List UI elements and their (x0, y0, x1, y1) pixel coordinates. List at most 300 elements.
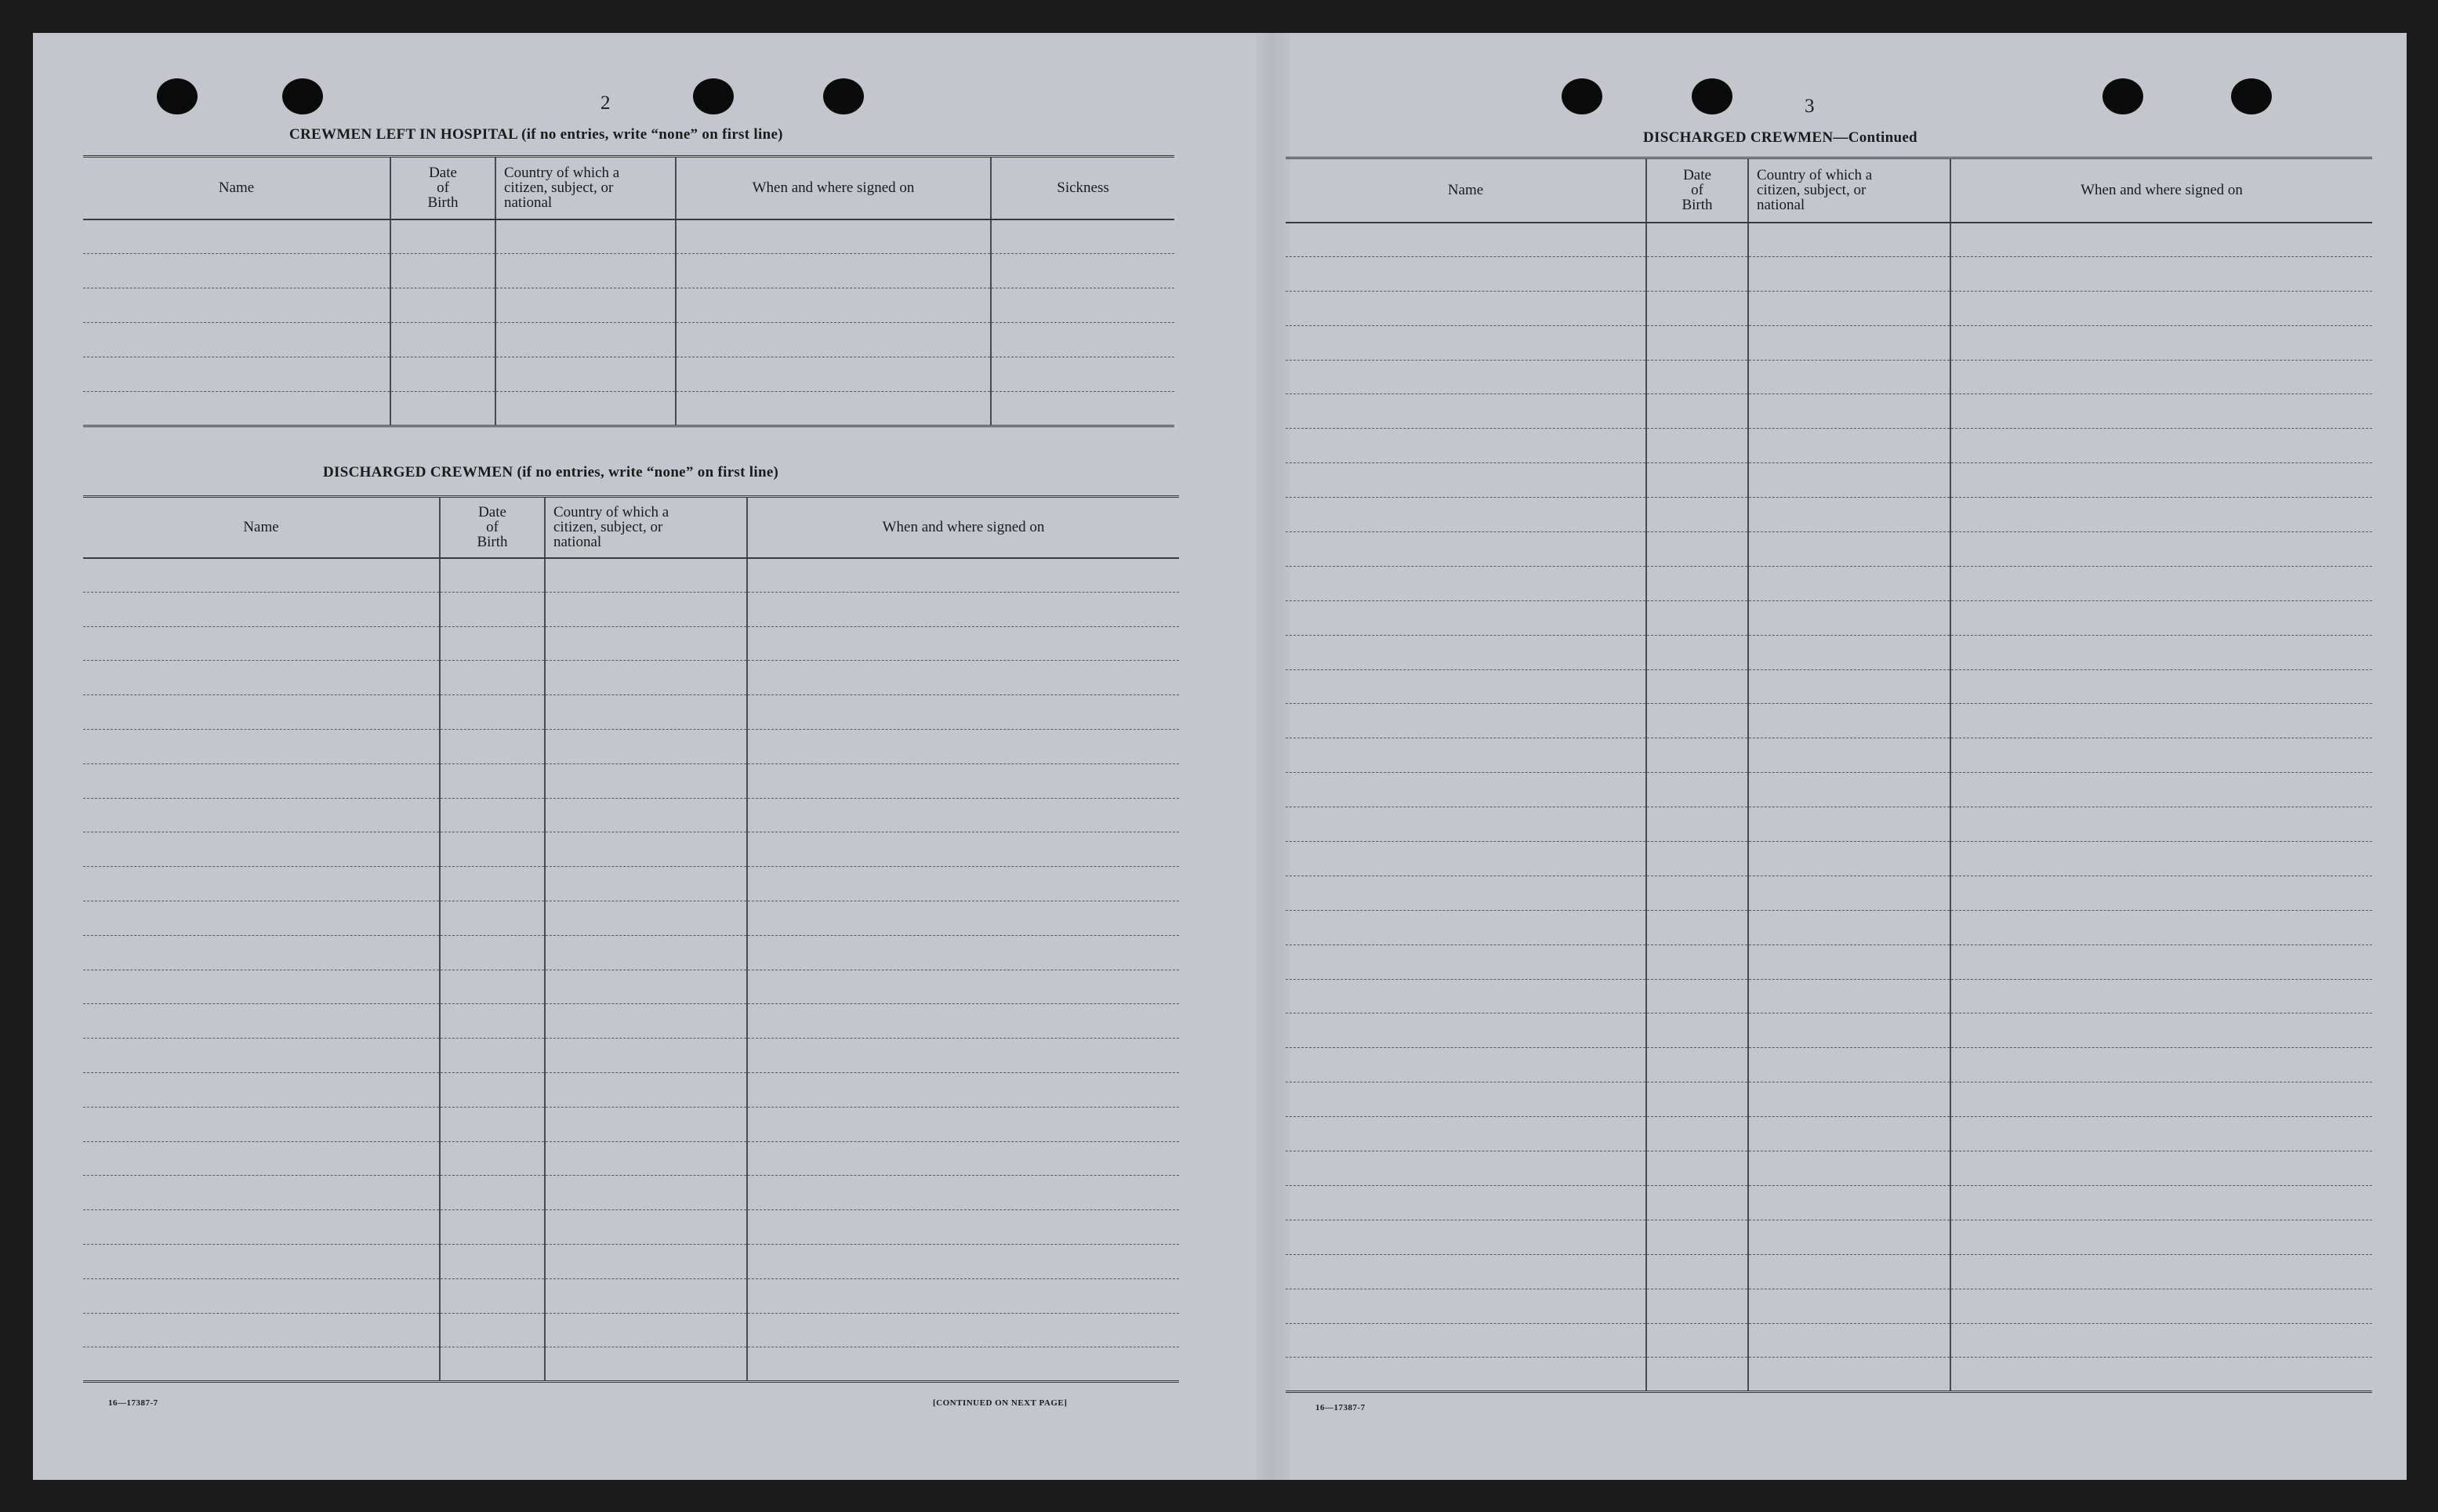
table-cell[interactable] (83, 1313, 440, 1347)
page-number-right: 3 (1805, 96, 1815, 117)
table-cell[interactable] (440, 901, 545, 935)
table-row (1286, 1254, 2372, 1289)
table-cell[interactable] (83, 1244, 440, 1278)
table-cell[interactable] (747, 1210, 1179, 1245)
table-cell[interactable] (747, 1176, 1179, 1210)
table-cell[interactable] (1646, 360, 1748, 394)
table-cell[interactable] (747, 1004, 1179, 1039)
table-cell[interactable] (1950, 256, 2372, 291)
table-cell[interactable] (83, 219, 390, 254)
table-cell[interactable] (747, 1244, 1179, 1278)
table-cell[interactable] (747, 935, 1179, 970)
table-cell[interactable] (991, 288, 1174, 323)
table-cell[interactable] (991, 357, 1174, 392)
table-cell[interactable] (1646, 842, 1748, 876)
table-cell[interactable] (1286, 876, 1646, 910)
table-cell[interactable] (1950, 773, 2372, 807)
table-cell[interactable] (1950, 325, 2372, 360)
table-cell[interactable] (1286, 498, 1646, 532)
table-row (1286, 979, 2372, 1013)
table-cell[interactable] (440, 970, 545, 1004)
table-cell[interactable] (545, 935, 747, 970)
table-cell[interactable] (545, 970, 747, 1004)
table-row (1286, 463, 2372, 498)
table-cell[interactable] (1950, 1151, 2372, 1186)
table-cell[interactable] (440, 1278, 545, 1313)
table-cell[interactable] (495, 323, 676, 357)
table-cell[interactable] (440, 695, 545, 730)
table-cell[interactable] (1646, 463, 1748, 498)
table-cell[interactable] (747, 592, 1179, 626)
table-cell[interactable] (1950, 532, 2372, 567)
table-cell[interactable] (495, 288, 676, 323)
table-cell[interactable] (676, 288, 991, 323)
table-cell[interactable] (1748, 1082, 1950, 1117)
table-cell[interactable] (83, 1072, 440, 1107)
table-row (1286, 807, 2372, 842)
table-cell[interactable] (83, 592, 440, 626)
table-cell[interactable] (545, 1039, 747, 1073)
table-cell[interactable] (1646, 325, 1748, 360)
table-cell[interactable] (390, 357, 495, 392)
col-header-signed-on: When and where signed on (1950, 158, 2372, 223)
table-cell[interactable] (747, 695, 1179, 730)
table-cell[interactable] (440, 1313, 545, 1347)
table-cell[interactable] (440, 1244, 545, 1278)
table-cell[interactable] (1748, 360, 1950, 394)
table-cell[interactable] (1286, 394, 1646, 429)
table-cell[interactable] (747, 763, 1179, 798)
table-cell[interactable] (83, 1141, 440, 1176)
table-cell[interactable] (1286, 463, 1646, 498)
table-cell[interactable] (1950, 498, 2372, 532)
table-cell[interactable] (1646, 979, 1748, 1013)
table-cell[interactable] (1286, 291, 1646, 325)
table-cell[interactable] (1748, 1013, 1950, 1048)
table-cell[interactable] (1646, 429, 1748, 463)
table-cell[interactable] (1646, 291, 1748, 325)
table-row (1286, 429, 2372, 463)
table-cell[interactable] (1646, 394, 1748, 429)
table-cell[interactable] (440, 661, 545, 695)
table-cell[interactable] (83, 763, 440, 798)
table-cell[interactable] (1748, 704, 1950, 738)
table-cell[interactable] (390, 288, 495, 323)
table-cell[interactable] (1748, 1254, 1950, 1289)
table-cell[interactable] (747, 729, 1179, 763)
table-cell[interactable] (747, 832, 1179, 867)
table-cell[interactable] (440, 763, 545, 798)
table-cell[interactable] (83, 1107, 440, 1141)
table-cell[interactable] (83, 626, 440, 661)
table-cell[interactable] (1950, 1358, 2372, 1392)
table-cell[interactable] (1748, 876, 1950, 910)
table-cell[interactable] (747, 901, 1179, 935)
table-cell[interactable] (1646, 600, 1748, 635)
table-cell[interactable] (1748, 325, 1950, 360)
table-cell[interactable] (1646, 498, 1748, 532)
table-cell[interactable] (1748, 1220, 1950, 1254)
col-header-date-of-birth-label: Date of Birth (477, 504, 508, 551)
table-cell[interactable] (440, 1176, 545, 1210)
table-cell[interactable] (1748, 291, 1950, 325)
punch-hole (2102, 78, 2143, 114)
table-cell[interactable] (1950, 979, 2372, 1013)
table-cell[interactable] (676, 254, 991, 288)
table-cell[interactable] (440, 592, 545, 626)
table-row (1286, 223, 2372, 257)
table-cell[interactable] (991, 392, 1174, 426)
table-row (83, 729, 1179, 763)
table-row (1286, 600, 2372, 635)
table-cell[interactable] (495, 254, 676, 288)
table-cell[interactable] (747, 1313, 1179, 1347)
table-cell[interactable] (1748, 429, 1950, 463)
table-cell[interactable] (1748, 635, 1950, 669)
table-row (83, 1347, 1179, 1382)
table-cell[interactable] (1748, 669, 1950, 704)
table-row (83, 323, 1174, 357)
table-cell[interactable] (440, 1141, 545, 1176)
table-cell[interactable] (545, 1210, 747, 1245)
col-header-name: Name (83, 497, 440, 558)
table-cell[interactable] (1748, 256, 1950, 291)
table-cell[interactable] (440, 1210, 545, 1245)
table-cell[interactable] (1950, 1323, 2372, 1358)
table-cell[interactable] (545, 1313, 747, 1347)
table-cell[interactable] (83, 832, 440, 867)
table-cell[interactable] (440, 1347, 545, 1382)
table-cell[interactable] (1286, 1048, 1646, 1082)
table-cell[interactable] (1286, 1254, 1646, 1289)
table-cell[interactable] (1950, 566, 2372, 600)
table-cell[interactable] (1748, 1323, 1950, 1358)
table-cell[interactable] (1646, 773, 1748, 807)
table-cell[interactable] (440, 1004, 545, 1039)
table-cell[interactable] (440, 558, 545, 593)
table-cell[interactable] (83, 1210, 440, 1245)
table-cell[interactable] (1748, 1151, 1950, 1186)
table-cell[interactable] (1950, 429, 2372, 463)
table-cell[interactable] (545, 1278, 747, 1313)
table-cell[interactable] (545, 661, 747, 695)
hospital-table (83, 155, 1174, 427)
discharged-section-title: DISCHARGED CREWMEN (if no entries, write “none” on first line) (323, 464, 779, 480)
col-header-country (1748, 158, 1950, 223)
table-cell[interactable] (545, 901, 747, 935)
table-cell[interactable] (676, 323, 991, 357)
table-cell[interactable] (1286, 566, 1646, 600)
table-cell[interactable] (83, 901, 440, 935)
table-cell[interactable] (1748, 600, 1950, 635)
table-cell[interactable] (1646, 1013, 1748, 1048)
table-cell[interactable] (1286, 532, 1646, 567)
table-cell[interactable] (545, 1347, 747, 1382)
table-cell[interactable] (440, 798, 545, 832)
table-cell[interactable] (1748, 738, 1950, 773)
table-cell[interactable] (495, 357, 676, 392)
table-cell[interactable] (1286, 1220, 1646, 1254)
table-cell[interactable] (1748, 223, 1950, 257)
table-cell[interactable] (545, 1244, 747, 1278)
table-cell[interactable] (1950, 394, 2372, 429)
table-cell[interactable] (83, 558, 440, 593)
table-cell[interactable] (1950, 1185, 2372, 1220)
table-cell[interactable] (1646, 1082, 1748, 1117)
table-cell[interactable] (1286, 360, 1646, 394)
table-cell[interactable] (1646, 1117, 1748, 1151)
table-cell[interactable] (1286, 256, 1646, 291)
table-cell[interactable] (440, 626, 545, 661)
table-cell[interactable] (747, 1278, 1179, 1313)
table-cell[interactable] (83, 288, 390, 323)
discharged-continued-title: DISCHARGED CREWMEN—Continued (1643, 129, 1917, 146)
table-cell[interactable] (1748, 463, 1950, 498)
table-cell[interactable] (747, 1347, 1179, 1382)
table-cell[interactable] (1286, 704, 1646, 738)
table-cell[interactable] (1646, 1289, 1748, 1323)
table-cell[interactable] (1646, 704, 1748, 738)
table-row (83, 867, 1179, 901)
table-cell[interactable] (83, 1039, 440, 1073)
table-cell[interactable] (747, 1107, 1179, 1141)
table-cell[interactable] (440, 1072, 545, 1107)
table-cell[interactable] (1748, 566, 1950, 600)
table-cell[interactable] (440, 832, 545, 867)
table-cell[interactable] (1646, 635, 1748, 669)
table-cell[interactable] (1286, 1013, 1646, 1048)
table-cell[interactable] (83, 729, 440, 763)
table-cell[interactable] (83, 970, 440, 1004)
table-cell[interactable] (1286, 635, 1646, 669)
table-cell[interactable] (1950, 842, 2372, 876)
table-cell[interactable] (1646, 1358, 1748, 1392)
table-cell[interactable] (1748, 910, 1950, 945)
table-cell[interactable] (1950, 1082, 2372, 1117)
table-cell[interactable] (1286, 1117, 1646, 1151)
table-cell[interactable] (1286, 842, 1646, 876)
table-cell[interactable] (83, 1278, 440, 1313)
table-cell[interactable] (440, 1039, 545, 1073)
table-row (1286, 876, 2372, 910)
table-cell[interactable] (83, 1176, 440, 1210)
table-cell[interactable] (545, 1176, 747, 1210)
table-cell[interactable] (1286, 1151, 1646, 1186)
table-cell[interactable] (1286, 1185, 1646, 1220)
table-row (1286, 566, 2372, 600)
table-cell[interactable] (1646, 876, 1748, 910)
table-cell[interactable] (1286, 1289, 1646, 1323)
table-cell[interactable] (1286, 1323, 1646, 1358)
table-cell[interactable] (545, 558, 747, 593)
table-cell[interactable] (747, 970, 1179, 1004)
table-cell[interactable] (1748, 842, 1950, 876)
table-cell[interactable] (1286, 223, 1646, 257)
table-cell[interactable] (1646, 738, 1748, 773)
table-cell[interactable] (747, 798, 1179, 832)
table-cell[interactable] (390, 323, 495, 357)
table-cell[interactable] (1646, 807, 1748, 842)
table-cell[interactable] (83, 254, 390, 288)
table-cell[interactable] (1748, 1289, 1950, 1323)
table-row (1286, 1048, 2372, 1082)
table-row (83, 592, 1179, 626)
table-cell[interactable] (1950, 291, 2372, 325)
table-cell[interactable] (440, 729, 545, 763)
table-cell[interactable] (1950, 1117, 2372, 1151)
table-cell[interactable] (390, 219, 495, 254)
table-cell[interactable] (1950, 463, 2372, 498)
table-row (83, 219, 1174, 254)
table-cell[interactable] (83, 323, 390, 357)
table-cell[interactable] (545, 867, 747, 901)
table-cell[interactable] (545, 1141, 747, 1176)
table-cell[interactable] (1646, 256, 1748, 291)
table-cell[interactable] (1748, 773, 1950, 807)
table-cell[interactable] (1950, 223, 2372, 257)
table-cell[interactable] (991, 323, 1174, 357)
col-header-country-label: Country of which a citizen, subject, or national (1757, 167, 1873, 214)
table-cell[interactable] (1950, 669, 2372, 704)
table-cell[interactable] (1286, 910, 1646, 945)
table-cell[interactable] (1748, 532, 1950, 567)
table-cell[interactable] (676, 219, 991, 254)
table-cell[interactable] (1286, 429, 1646, 463)
table-row (1286, 635, 2372, 669)
table-cell[interactable] (1950, 600, 2372, 635)
table-cell[interactable] (83, 392, 390, 426)
table-cell[interactable] (1646, 1185, 1748, 1220)
table-cell[interactable] (83, 867, 440, 901)
table-cell[interactable] (991, 254, 1174, 288)
table-cell[interactable] (1950, 910, 2372, 945)
table-cell[interactable] (747, 661, 1179, 695)
table-cell[interactable] (1950, 876, 2372, 910)
table-cell[interactable] (1950, 807, 2372, 842)
table-cell[interactable] (1646, 532, 1748, 567)
table-cell[interactable] (1748, 1048, 1950, 1082)
table-cell[interactable] (747, 1141, 1179, 1176)
table-cell[interactable] (1950, 635, 2372, 669)
table-row (83, 357, 1174, 392)
table-cell[interactable] (545, 729, 747, 763)
table-cell[interactable] (545, 626, 747, 661)
table-cell[interactable] (1950, 1048, 2372, 1082)
table-row (1286, 325, 2372, 360)
table-row (83, 935, 1179, 970)
table-cell[interactable] (747, 626, 1179, 661)
table-row (83, 626, 1179, 661)
table-cell[interactable] (1286, 945, 1646, 979)
table-cell[interactable] (1950, 1013, 2372, 1048)
table-cell[interactable] (545, 763, 747, 798)
table-cell[interactable] (440, 867, 545, 901)
table-cell[interactable] (1950, 738, 2372, 773)
table-cell[interactable] (545, 695, 747, 730)
table-row (1286, 910, 2372, 945)
table-cell[interactable] (1950, 360, 2372, 394)
table-cell[interactable] (1646, 669, 1748, 704)
table-row (1286, 1185, 2372, 1220)
table-cell[interactable] (545, 832, 747, 867)
table-cell[interactable] (1286, 738, 1646, 773)
table-cell[interactable] (390, 254, 495, 288)
table-row (1286, 291, 2372, 325)
table-row (1286, 1358, 2372, 1392)
table-cell[interactable] (83, 695, 440, 730)
table-cell[interactable] (1286, 1358, 1646, 1392)
table-cell[interactable] (1646, 1323, 1748, 1358)
table-cell[interactable] (1286, 979, 1646, 1013)
table-cell[interactable] (1950, 1289, 2372, 1323)
table-cell[interactable] (1748, 1117, 1950, 1151)
table-cell[interactable] (495, 392, 676, 426)
table-cell[interactable] (1286, 807, 1646, 842)
table-cell[interactable] (1950, 945, 2372, 979)
table-cell[interactable] (676, 392, 991, 426)
table-cell[interactable] (545, 798, 747, 832)
table-row (83, 1107, 1179, 1141)
table-cell[interactable] (83, 661, 440, 695)
table-cell[interactable] (1286, 669, 1646, 704)
table-cell[interactable] (1748, 807, 1950, 842)
table-cell[interactable] (83, 935, 440, 970)
table-cell[interactable] (1646, 945, 1748, 979)
table-cell[interactable] (83, 357, 390, 392)
table-cell[interactable] (1748, 394, 1950, 429)
table-cell[interactable] (1646, 1220, 1748, 1254)
table-cell[interactable] (1748, 1358, 1950, 1392)
table-cell[interactable] (83, 1347, 440, 1382)
table-cell[interactable] (1286, 773, 1646, 807)
table-cell[interactable] (440, 1107, 545, 1141)
table-cell[interactable] (1950, 704, 2372, 738)
table-cell[interactable] (1950, 1220, 2372, 1254)
table-cell[interactable] (1646, 1151, 1748, 1186)
table-cell[interactable] (1646, 566, 1748, 600)
table-cell[interactable] (747, 1039, 1179, 1073)
table-cell[interactable] (676, 357, 991, 392)
table-cell[interactable] (545, 1004, 747, 1039)
table-cell[interactable] (545, 1072, 747, 1107)
table-cell[interactable] (1748, 979, 1950, 1013)
table-cell[interactable] (1286, 325, 1646, 360)
table-cell[interactable] (1748, 945, 1950, 979)
table-cell[interactable] (545, 1107, 747, 1141)
table-cell[interactable] (390, 392, 495, 426)
table-cell[interactable] (991, 219, 1174, 254)
table-cell[interactable] (83, 1004, 440, 1039)
table-cell[interactable] (1646, 1254, 1748, 1289)
table-cell[interactable] (545, 592, 747, 626)
table-cell[interactable] (747, 1072, 1179, 1107)
table-cell[interactable] (1646, 910, 1748, 945)
punch-hole (693, 78, 734, 114)
table-cell[interactable] (747, 867, 1179, 901)
table-cell[interactable] (1286, 1082, 1646, 1117)
table-cell[interactable] (747, 558, 1179, 593)
table-cell[interactable] (1748, 1185, 1950, 1220)
table-cell[interactable] (1748, 498, 1950, 532)
table-cell[interactable] (440, 935, 545, 970)
table-cell[interactable] (83, 798, 440, 832)
table-cell[interactable] (1646, 1048, 1748, 1082)
table-cell[interactable] (495, 219, 676, 254)
table-cell[interactable] (1286, 600, 1646, 635)
col-header-date-of-birth (440, 497, 545, 558)
table-cell[interactable] (1646, 223, 1748, 257)
table-cell[interactable] (1950, 1254, 2372, 1289)
